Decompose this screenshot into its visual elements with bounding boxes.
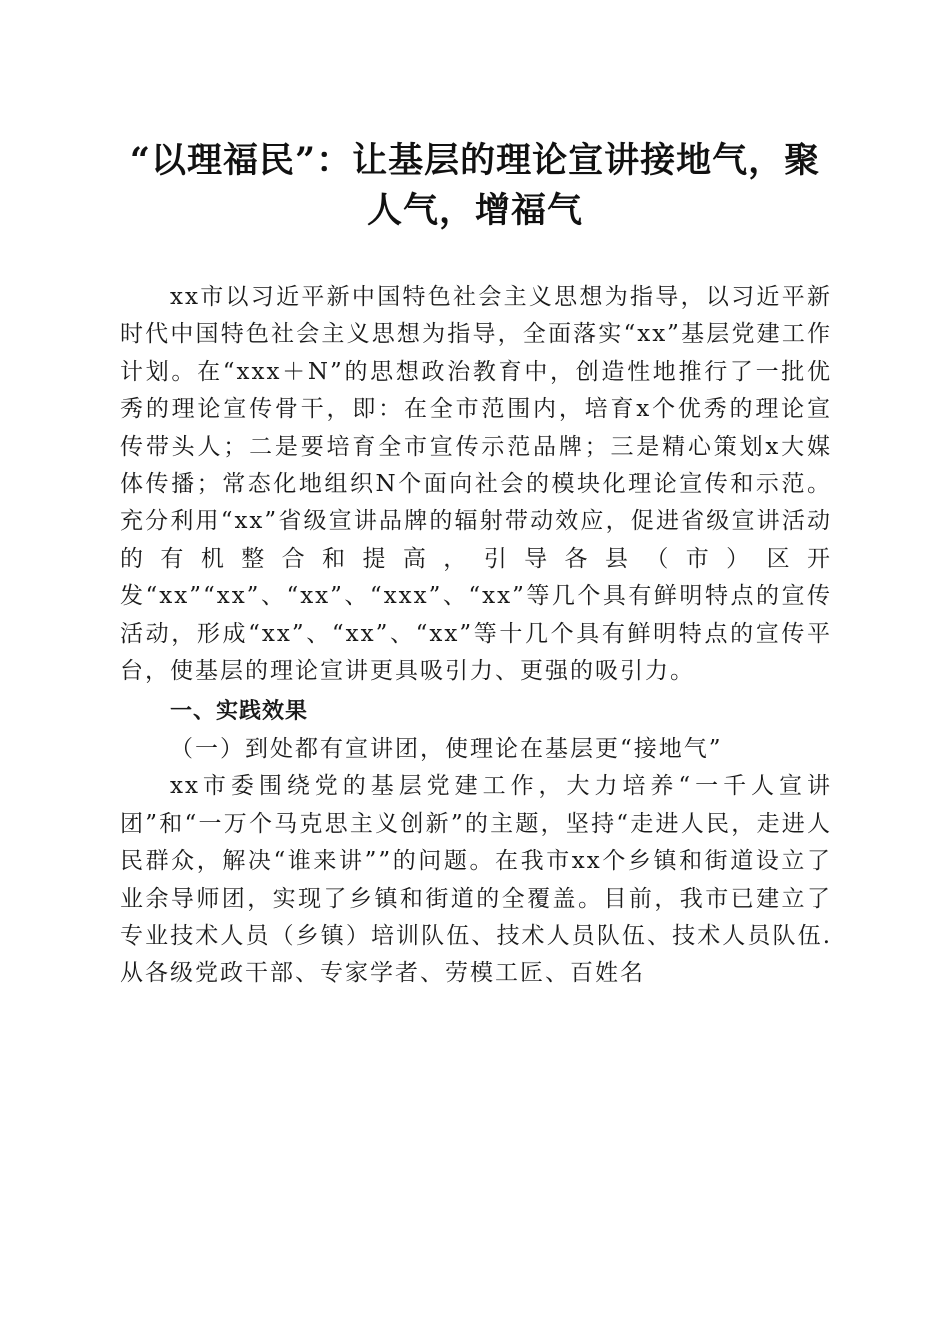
section-heading: 一、实践效果 <box>170 699 309 725</box>
intro-paragraph: xx市以习近平新中国特色社会主义思想为指导，以习近平新时代中国特色社会主义思想为指导，全面落实“xx”基层党建工作计划。在“xxx＋N”的思想政治教育中，创造性地推行了一批优秀的理论宣传骨干，即：在全市范围内，培育x个优秀的理论宣传带头人；二是要培育全市宣传示范品牌；三是精心策划x大媒体传播；常态化地组织N个面向社会的模块化理论宣传和示范。充分利用“xx”省级宣讲品牌的辐射带动效应，促进省级宣讲活动的有机整合和提高，引导各县（市）区开发“xx”“xx”、“xx”、“xxx”、“xx”等几个具有鲜明特点的宣传活动，形成“xx”、“xx”、“xx”等十几个具有鲜明特点的宣传平台，使基层的理论宣讲更具吸引力、更强的吸引力。 <box>120 284 832 685</box>
document-title: “以理福民”：让基层的理论宣讲接地气，聚人气，增福气 <box>129 140 821 231</box>
subsection-heading: （一）到处都有宣讲团，使理论在基层更“接地气” <box>170 735 723 762</box>
subsection-paragraph: xx市委围绕党的基层党建工作，大力培养“一千人宣讲团”和“一万个马克思主义创新”的主题，坚持“走进人民，走进人民群众，解决“谁来讲””的问题。在我市xx个乡镇和街道设立了业余导师团，实现了乡镇和街道的全覆盖。目前，我市已建立了专业技术人员（乡镇）培训队伍、技术人员队伍、技术人员队伍.从各级党政干部、专家学者、劳模工匠、百姓名 <box>120 773 832 987</box>
document-body <box>120 279 832 993</box>
